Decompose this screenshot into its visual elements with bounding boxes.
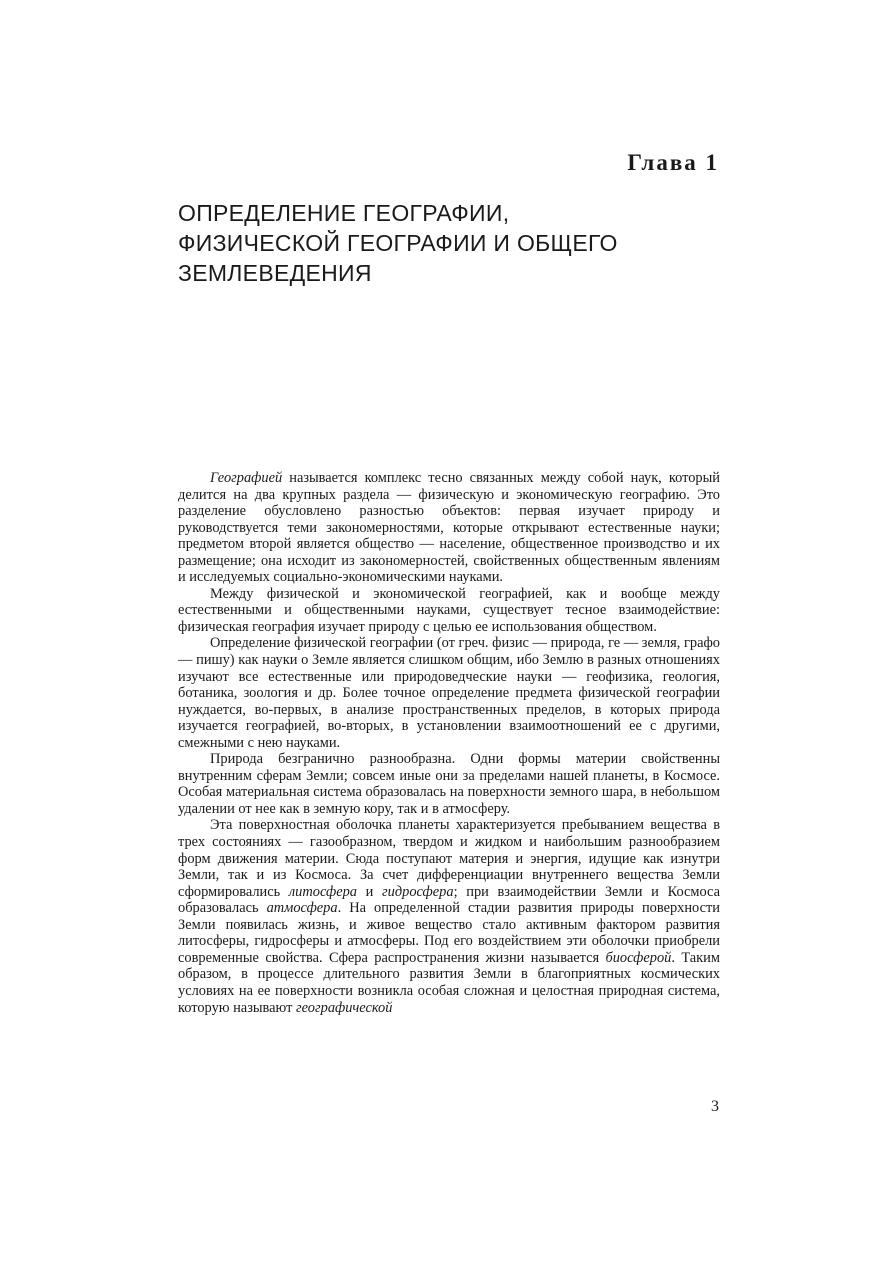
chapter-title-line: ОПРЕДЕЛЕНИЕ ГЕОГРАФИИ, <box>178 200 510 226</box>
term: атмосфера <box>266 900 338 917</box>
paragraph-text: Эта поверхностная оболочка планеты характеризуется пребыванием вещества в трех состояниях — газообразном, твердом и жидком и наибольшим разнообразием форм движения материи. Сюда поступают материя и энергия, идущие как изнутри Земли, так и из Космоса. За счет дифференциации внутреннего вещества Земли сформировались <box>178 817 720 900</box>
paragraph <box>178 817 720 1016</box>
paragraph: Между физической и экономической географией, как и вообще между естественными и общественными науками, существует тесное взаимодействие: физическая география изучает природу с целью ее использования обществом. <box>178 585 720 635</box>
paragraph-text: называется комплекс тесно связанных между собой наук, который делится на два крупных раздела — физическую и экономическую географию. Это разделение обусловлено разностью объектов: первая изучает природу и руководствуется теми закономерностями, которые открывают естественные науки; предметом второй является общество — население, общественное производство и их размещение; она исходит из закономерностей, свойственных общественным явлениям и исследуемых социально-экономическими науками. <box>178 470 720 586</box>
chapter-title <box>178 198 738 288</box>
chapter-label: Глава 1 <box>627 150 719 175</box>
chapter-title-line: ЗЕМЛЕВЕДЕНИЯ <box>178 260 372 286</box>
paragraph-text: . На определенной стадии развития природы поверхности Земли появилась жизнь, и живое вещество стало активным фактором развития литосферы, гидросферы и атмосферы. Под его воздействием эти оболочки приобрели современные свойства. Сфера распространения жизни называется <box>178 900 720 966</box>
paragraph-text: . Таким образом, в процессе длительного развития Земли в благоприятных космических условиях на ее поверхности возникла особая сложная и целостная природная система, которую называют <box>178 949 720 1016</box>
body-text <box>178 470 720 1016</box>
page-number: 3 <box>711 1098 719 1115</box>
paragraph: Природа безгранично разнообразна. Одни формы материи свойственны внутренним сферам Земли; совсем иные они за пределами нашей планеты, в Космосе. Особая материальная система образовалась на поверхности земного шара, в небольшом удалении от нее как в земную кору, так и в атмосферу. <box>178 751 720 817</box>
term: биосферой <box>605 949 672 966</box>
term: Географией <box>210 470 283 486</box>
paragraph-text: ; при взаимодействии Земли и Космоса образовалась <box>178 883 720 917</box>
paragraph <box>178 470 720 586</box>
term: географической <box>296 999 393 1016</box>
chapter-title-line: ФИЗИЧЕСКОЙ ГЕОГРАФИИ И ОБЩЕГО <box>178 230 618 256</box>
paragraph: Определение физической географии (от греч. физис — природа, ге — земля, графо — пишу) как науки о Земле является слишком общим, ибо Землю в разных отношениях изучают все естественные или природоведческие науки — геофизика, геология, ботаника, зоология и др. Более точное определение предмета физической географии нуждается, во-первых, в анализе пространственных пределов, в которых природа изучается географией, во-вторых, в установлении взаимоотношений ее с другими, смежными с нею науками. <box>178 635 720 751</box>
term: гидросфера <box>382 883 454 900</box>
term: литосфера <box>288 883 357 900</box>
paragraph-text: и <box>356 883 383 900</box>
